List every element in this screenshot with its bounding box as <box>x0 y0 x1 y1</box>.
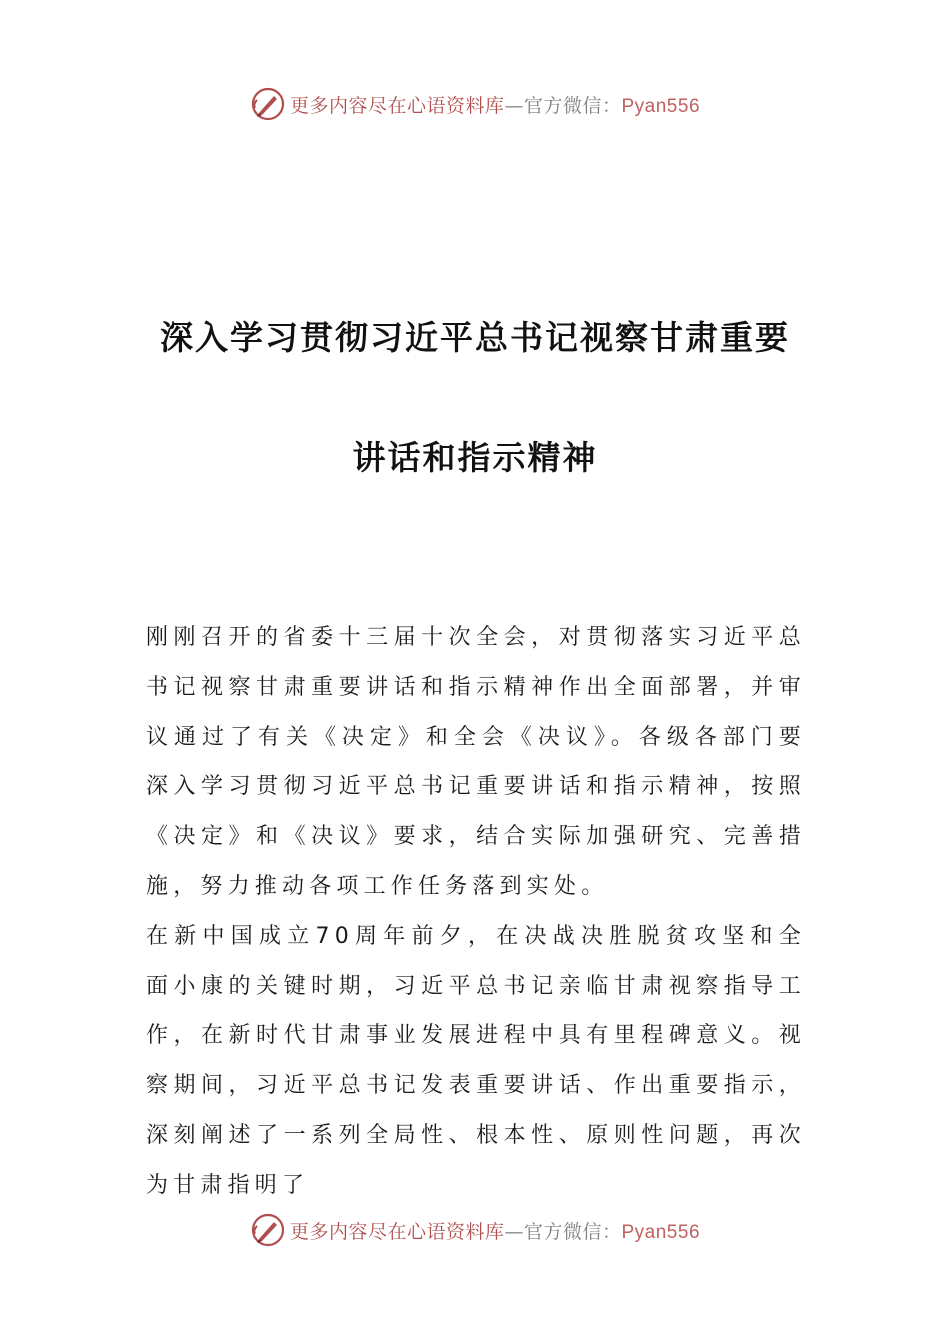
pen-logo-icon <box>250 1212 286 1248</box>
banner-text: 更多内容尽在心语资料库 <box>289 94 505 117</box>
document-body <box>146 613 806 1211</box>
wechat-id: Pyan556 <box>621 1221 701 1243</box>
document-title-line2: 讲话和指示精神 <box>352 438 598 477</box>
banner-text: 更多内容尽在心语资料库 <box>289 1220 505 1243</box>
document-title-line1: 深入学习贯彻习近平总书记视察甘肃重要 <box>160 318 790 357</box>
paragraph: 刚刚召开的省委十三届十次全会，对贯彻落实习近平总书记视察甘肃重要讲话和指示精神作出全面部署，并审议通过了有关《决定》和全会《决议》。各级各部门要深入学习贯彻习近平总书记重要讲话和指示精神，按照《决定》和《决议》要求，结合实际加强研究、完善措施，努力推动各项工作任务落到实处。 <box>146 625 806 899</box>
footer-banner <box>0 1208 950 1252</box>
banner-dash: — <box>504 1220 524 1243</box>
wechat-label: 官方微信： <box>523 1220 622 1243</box>
banner-dash: — <box>504 94 524 117</box>
header-banner <box>0 82 950 126</box>
wechat-id: Pyan556 <box>621 95 701 117</box>
paragraph: 在新中国成立70周年前夕，在决战决胜脱贫攻坚和全面小康的关键时期，习近平总书记亲临甘肃视察指导工作，在新时代甘肃事业发展进程中具有里程碑意义。视察期间，习近平总书记发表重要讲话、作出重要指示，深刻阐述了一系列全局性、根本性、原则性问题，再次为甘肃指明了 <box>146 923 806 1198</box>
pen-logo-icon <box>250 86 286 122</box>
wechat-label: 官方微信： <box>523 94 622 117</box>
